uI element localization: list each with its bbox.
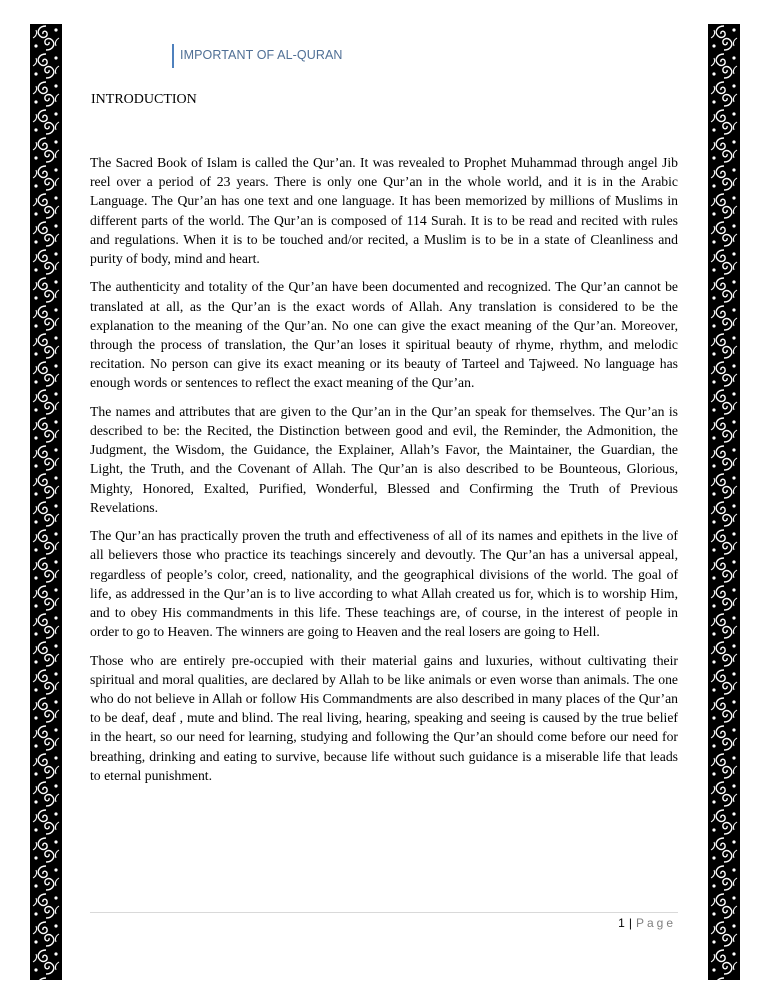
paragraph-2: The authenticity and totality of the Qur’an have been documented and recognized. The Qur’an cannot be translated at all, as the Qur’an is the exact words of Allah. Any translation is considered to be the explanation to the meaning of the Qur’an. No one can give the exact meaning of the Qur’an. Moreover, through the process of translation, the Qur’an loses it spiritual beauty of rhyme, rhythm, and melodic recitation. No person can give its exact meaning or its beauty of Tarteel and Tajweed. No language has enough words or sentences to reflect the exact meaning of the Qur’an.	[90, 279, 678, 391]
page-footer	[618, 916, 676, 930]
running-header-title: IMPORTANT OF AL-QURAN	[172, 44, 343, 68]
paragraph-4: The Qur’an has practically proven the truth and effectiveness of all of its names and epithets in the live of all believers those who practice its teachings sincerely and devoutly. The Qur’an has a universal appeal, regardless of people’s color, creed, nationality, and the geographical divisions of the world. The goal of life, as addressed in the Qur’an is to live according to what Allah created us for, which is to worship Him, and to obey His commandments in this life. These teachings are, of course, in the interest of people in order to go to Heaven. The winners are going to Heaven and the real losers are going to Hell.	[90, 528, 678, 640]
page-number: 1	[618, 916, 625, 930]
page-label: Page	[635, 916, 676, 930]
right-ornamental-border	[708, 24, 740, 980]
footer-divider	[90, 912, 678, 913]
paragraph-5: Those who are entirely pre-occupied with their material gains and luxuries, without cultivating their spiritual and moral qualities, are declared by Allah to be like animals or even worse than animals. The one who do not believe in Allah or follow His Commandments are also described in many places of the Qur’an to be deaf, deaf , mute and blind. The real living, hearing, speaking and seeing is caused by the true belief in the heart, so our need for learning, studying and following the Qur’an should come before our need for breathing, drinking and eating to survive, because life without such guidance is a miserable life that leads to eternal punishment.	[90, 652, 678, 783]
paragraph-1: The Sacred Book of Islam is called the Qur’an. It was revealed to Prophet Muhammad through angel Jib reel over a period of 23 years. There is only one Qur’an in the whole world, and it is in the Arabic Language. The Qur’an has one text and one language. It has been memorized by millions of Muslims in different parts of the world. The Qur’an is composed of 114 Surah. It is to be read and recited with rules and regulations. When it is to be touched and/or recited, a Muslim is to be in a state of Cleanliness and purity of body, mind and heart.	[90, 155, 678, 267]
body-text	[90, 153, 678, 794]
left-ornamental-border	[30, 24, 62, 980]
paragraph-3: The names and attributes that are given to the Qur’an in the Qur’an speak for themselves. The Qur’an is described to be: the Recited, the Distinction between good and evil, the Reminder, the Admonition, the Judgment, the Wisdom, the Guidance, the Explainer, Allah’s Favor, the Maintainer, the Guardian, the Light, the Truth, and the Covenant of Allah. The Qur’an is also described to be Bounteous, Glorious, Mighty, Honored, Exalted, Purified, Wonderful, Blessed and Confirming the Truth of Previous Revelations.	[90, 403, 678, 515]
footer-separator: |	[628, 916, 632, 930]
section-heading: INTRODUCTION	[91, 92, 197, 107]
